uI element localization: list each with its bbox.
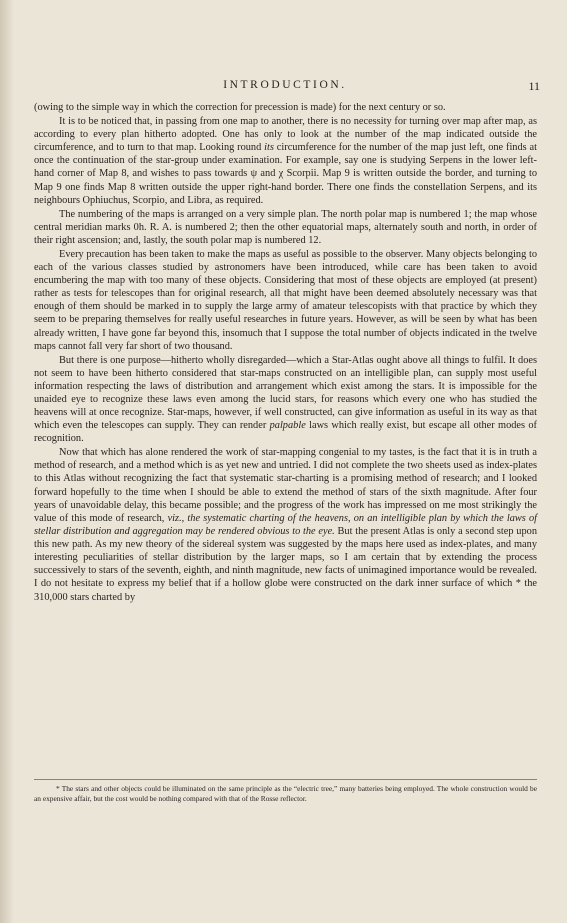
paragraph-5-text: But there is one purpose—hitherto wholly disregarded—which a Star-Atlas ought above all things to fulfil. It does not seem to have been hitherto considered that star-maps constructed on an intelligible plan, can supply most useful information respecting the laws of distribution and arrangement which exist among the stars. It is impossible for the unaided eye to recognize these laws even among the lucid stars, for reasons which every one who has studied the heavens will at once recognize. Star-maps, however, if well constructed, can give information as useful in its way as that which even the telescopes can supply. They can render: [34, 354, 537, 432]
paragraph-2-text: It is to be noticed that, in passing from one map to another, there is no necessity for turning over map after map, as according to every plan hitherto adopted. One has only to look at the number of the map indicated outside the circumference, and to turn to that map. Looking round: [34, 115, 537, 154]
running-header: [30, 79, 540, 95]
paragraph-5-emphasis: palpable: [269, 420, 306, 432]
body-text: [34, 101, 537, 604]
paragraph-5: [34, 354, 537, 446]
paragraph-1: [34, 101, 537, 114]
paragraph-5-text-cont: laws which really exist, but escape all other modes of recognition.: [34, 420, 537, 445]
paragraph-6-text-cont: But the present Atlas is only a second step upon this new path. As my new theory of the sidereal system was suggested by the maps here used as index-plates, and many interesting peculiarities of stellar distribution by the larger maps, so I am certain that by extending the process successively to stars of the seventh, eighth, and ninth magnitude, new facts of unimagined importance would be revealed. I do not hesitate to express my belief that if a hollow globe were constructed on the dark inner surface of which * the 310,000 stars charted by: [34, 525, 537, 603]
paragraph-3-text: The numbering of the maps is arranged on a very simple plan. The north polar map is numbered 1; the map whose central meridian marks 0h. R. A. is numbered 2; then the other equatorial maps, alternately south and north, in order of their right ascension; and, lastly, the south polar map is numbered 12.: [34, 208, 537, 246]
footnote-rule: [34, 779, 537, 780]
paragraph-6-text: Now that which has alone rendered the work of star-mapping congenial to my tastes, is the fact that it is in truth a method of research, and a method which is as yet new and untried. I did not complete the two sheets used as index-plates to this Atlas without recognizing the fact that systematic star-charting is a promising method of research; and I looked forward hopefully to the time when I should be able to extend the method of stars of the sixth magnitude. After four years of unavoidable delay, this became possible; and the progress of the work has impressed on me most strikingly the value of this mode of research,: [34, 447, 537, 524]
paragraph-4-text: Every precaution has been taken to make the maps as useful as possible to the observer. Many objects belonging to each of the various classes studied by astronomers have been introduced, while care has been taken to avoid encumbering the map with too many of these objects. Considering that most of these objects are employed (at present) rather as tests for telescopes than for original research, all that might have been deemed absolutely necessary was that enough of them should be marked in to supply the large army of amateur telescopists with that practice by which they seem to be preparing themselves for really useful researches in future years. However, as will be seen by what has been already written, I have gone far beyond this, insomuch that I suppose the total number of objects indicated in the twelve maps cannot fall very far short of two thousand.: [34, 248, 537, 352]
paragraph-2-text-cont: circumference for the number of the map just left, one finds at once the continuation of the star-group under examination. For example, say one is studying Serpens in the lower left-hand corner of Map 8, and wishes to pass towards ψ and χ Scorpii. Map 9 is written outside the border, and turning to Map 9 one finds Map 8 written outside the upper right-hand border. There one finds the constellation Serpens, and its neighbours Ophiuchus, Scorpio, and Libra, as required.: [34, 142, 537, 206]
paragraph-4: [34, 248, 537, 353]
footnote: [34, 784, 537, 804]
footnote-text: * The stars and other objects could be illuminated on the same principle as the “electric tree,” many batteries being employed. The whole construction would be an expensive affair, but the cost would be nothing compared with that of the Rosse reflector.: [34, 784, 537, 803]
page-binding-shadow: [0, 0, 14, 923]
running-title: INTRODUCTION.: [223, 79, 347, 91]
paragraph-2-emphasis: its: [264, 142, 274, 154]
paragraph-6: [34, 446, 537, 604]
paragraph-3: [34, 208, 537, 247]
paragraph-2: [34, 115, 537, 207]
page-number: 11: [528, 79, 540, 93]
paragraph-6-emphasis: viz., the systematic charting of the heavens, on an intelligible plan by which the laws of stellar distribution and aggregation may be rendered obvious to the eye.: [34, 512, 538, 537]
paragraph-1-text: (owing to the simple way in which the correction for precession is made) for the next century or so.: [34, 102, 446, 113]
